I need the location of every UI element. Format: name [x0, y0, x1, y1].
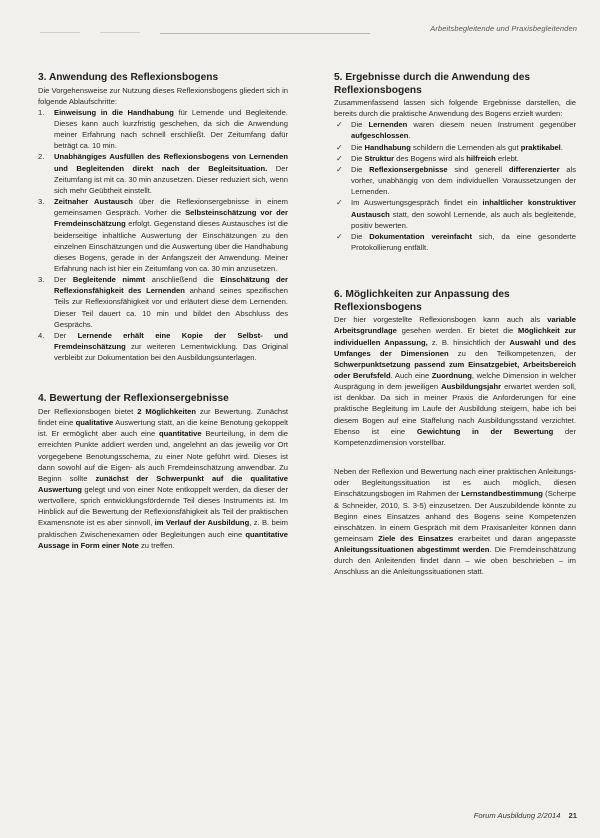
- section-5-title: 5. Ergebnisse durch die Anwendung des Reflexionsbogens: [334, 72, 531, 96]
- result-item: ✓ Die Reflexionsergebnisse sind generell differenzierter als vorher, unabhängig von dem individuellen Voraussetzungen der Lernenden.: [336, 164, 576, 197]
- step-item: [38, 274, 288, 330]
- step-bold: Zeitnaher Austausch: [54, 197, 133, 207]
- page-number: 21: [568, 811, 577, 820]
- page-footer: [474, 811, 577, 820]
- section-3-title: 3. Anwendung des Reflexionsbogens: [38, 72, 219, 83]
- step-text: über die Reflexionsergebnisse in einem gemeinsamen Gespräch. Vorher die: [54, 197, 288, 218]
- section-3-intro: Die Vorgehensweise zur Nutzung dieses Reflexionsbogens gliedert sich in folgende Ablaufschritte:: [38, 85, 288, 106]
- section-6-para-2: Neben der Reflexion und Bewertung nach einer praktischen Anleitungs- oder Begleitungssituation ist es auch möglich, diesen Einschätzungsbogen im Rahmen der Lernstandbestimmung (Scherpe & Schneider, 2010, S. 3-5) einzusetzen. Der Auszubildende könnte zu Beginn eines Einsatzes anhand des Bogens seine Kompetenzen einschätzen. In einem Gespräch mit dem Praxisanleiter können dann gemeinsam Ziele des Einsatzes erarbeitet und daran angepasste Anleitungssituationen abgestimmt werden. Die Fremdeinschätzung durch den Anleitenden findet dann – wie oben beschrieben – im Anschluss an die Anleitungssituationen statt.: [334, 467, 576, 577]
- step-text: für Lernende und Begleitende. Dieses kann auch kurzfristig geschehen, da sich die Anwendung meiner Erfahrung nach schnell erschließt. Der Zeitumfang dafür beträgt ca. 10 min.: [54, 107, 288, 151]
- result-item: ✓ Die Struktur des Bogens wird als hilfreich erlebt.: [336, 153, 520, 163]
- top-rule: [160, 33, 370, 34]
- step-bold: Einweisung in die Handhabung: [54, 107, 174, 117]
- step-bold: Lernende erhält eine Kopie der Selbst- und Fremdeinschätzung: [54, 330, 288, 352]
- step-text: Der: [54, 330, 78, 340]
- result-item: ✓ Die Handhabung schildern die Lernenden als gut praktikabel.: [336, 142, 563, 152]
- step-bold: Begleitende nimmt: [72, 275, 146, 285]
- section-6-para-1: Der hier vorgestellte Reflexionsbogen kann auch als variable Arbeitsgrundlage gesehen werden. Er bietet die Möglichkeit zur individuellen Anpassung, z. B. hinsichtlich der Auswahl und des Umfanges der Dimensionen zu den Teilkompetenzen, der Schwerpunktsetzung passend zum Einsatzgebiet, Arbeitsbereich oder Berufsfeld. Auch eine Zuordnung, welche Dimension in welcher Ausprägung in dem jeweiligen Ausbildungsjahr erwartet werden soll, ist denkbar. Da sich in meiner Praxis die Anforderungen für eine praktische Begleitung im Laufe der Ausbildung steigern, habe ich bei diesem Bogen auf eine Staffelung nach Ausbildungsstand verzichtet. Ebenso ist eine Gewichtung in der Bewertung der Kompetenzdimension vorstellbar.: [334, 315, 577, 447]
- step-number: 1.: [38, 107, 45, 117]
- check-icon: ✓: [336, 231, 343, 241]
- step-text: Der Zeitumfang ist mit ca. 30 min anzusetzen. Dieser reduziert sich, wenn sich mehr Geübtheit einstellt.: [54, 163, 288, 195]
- step-text: Der: [54, 275, 73, 285]
- check-icon: ✓: [336, 142, 343, 152]
- check-icon: ✓: [336, 198, 343, 208]
- step-item: [38, 151, 288, 196]
- step-number: 4.: [38, 330, 45, 340]
- result-item: ✓ Im Auswertungsgespräch findet ein inhaltlicher konstruktiver Austausch statt, den sowohl Lernende, als auch als begleitende, positiv bewerten.: [336, 198, 576, 230]
- publication-name: Forum Ausbildung 2/2014: [473, 811, 561, 820]
- step-item: [38, 107, 288, 152]
- step-text: erfolgt. Gegenstand dieses Austausches ist die beiderseitige inhaltliche Auswertung der Einschätzungen zu den einzelnen Einschätzungen und die Auswertung über die Handhabung dieses Bogens, gerade in der Anfangszeit der Anwendung. Meiner Erfahrung nach ist hier ein Zeitumfang von ca. 30 min anzusetzen.: [54, 219, 288, 273]
- check-icon: ✓: [336, 153, 343, 163]
- section-6-title: 6. Möglichkeiten zur Anpassung des Reflexionsbogens: [334, 289, 510, 313]
- step-bold: Unabhängiges Ausfüllen des Reflexionsbogens von Lernenden und Begleitenden direkt nach der Begleitsituation.: [54, 152, 288, 173]
- step-number: 3.: [38, 197, 45, 207]
- step-item: [38, 196, 288, 274]
- section-5-intro: Zusammenfassend lassen sich folgende Ergebnisse darstellen, die bereits durch die praktische Anwendung des Bogens erzielt wurden:: [334, 98, 576, 119]
- step-bold: Selbsteinschätzung vor der Fremdeinschätzung: [54, 208, 288, 229]
- section-4-body: Der Reflexionsbogen bietet 2 Möglichkeiten zur Bewertung. Zunächst findet eine qualitative Auswertung statt, an die keine Benotung gekoppelt ist. Er ermöglicht aber auch eine quantitative Beurteilung, in dem die erreichten Punkte addiert werden und, angelehnt an das jeweilig vor Ort vorgegebene Benotungsschema, zu einer Note geführt wird. Dieses ist dann sowohl auf die Eigen- als auch Fremdeinschätzung anwendbar. Zu Beginn sollte zunächst der Schwerpunkt auf die qualitative Auswertung gelegt und von einer Note entkoppelt werden, da dieser der wertvollere, sprich entwicklungsfördernde Teil dieses Instruments ist. Im Hinblick auf die Bewertung der Reflexionsfähigkeit als Teil der praktischen Examensnote ist es aber sinnvoll, im Verlauf der Ausbildung, z. B. beim praktischen Zwischenexamen oder Begleitungen auch eine quantitative Aussage in Form einer Note zu treffen.: [38, 406, 289, 550]
- section-5-results: [334, 119, 576, 253]
- check-icon: ✓: [336, 120, 343, 130]
- step-bold: Einschätzung der Reflexionsfähigkeit des Lernenden: [54, 275, 288, 296]
- top-rule-left-2: [100, 32, 140, 33]
- left-column: [38, 72, 288, 551]
- section-4-title: 4. Bewertung der Reflexionsergebnisse: [38, 393, 229, 405]
- step-text: anschließend die: [145, 275, 221, 285]
- step-text: anhand seines spezifischen Teils zur Reflexionsfähigkeit vor und erläutert diese dem Lernenden. Dieser Teil dauert ca. 10 min und bildet den Abschluss des Gesprächs.: [54, 286, 288, 329]
- step-text: zur weiteren Lernentwicklung. Das Original verbleibt zur Dokumentation bei den Ausbildungsunterlagen.: [54, 342, 288, 363]
- step-item: [38, 330, 288, 363]
- result-item: ✓ Die Dokumentation vereinfacht sich, da eine gesonderte Protokollierung entfällt.: [336, 231, 576, 253]
- right-column: [334, 72, 576, 578]
- step-number: 2.: [38, 152, 45, 162]
- running-head: Arbeitsbegleitende und Praxisbegleitenden: [430, 24, 577, 33]
- check-icon: ✓: [336, 164, 343, 174]
- step-number: 3.: [38, 275, 45, 285]
- result-item: ✓ Die Lernenden waren diesem neuen Instrument gegenüber aufgeschlossen.: [336, 120, 576, 141]
- section-3-steps: [38, 107, 288, 364]
- top-rule-left: [40, 32, 80, 33]
